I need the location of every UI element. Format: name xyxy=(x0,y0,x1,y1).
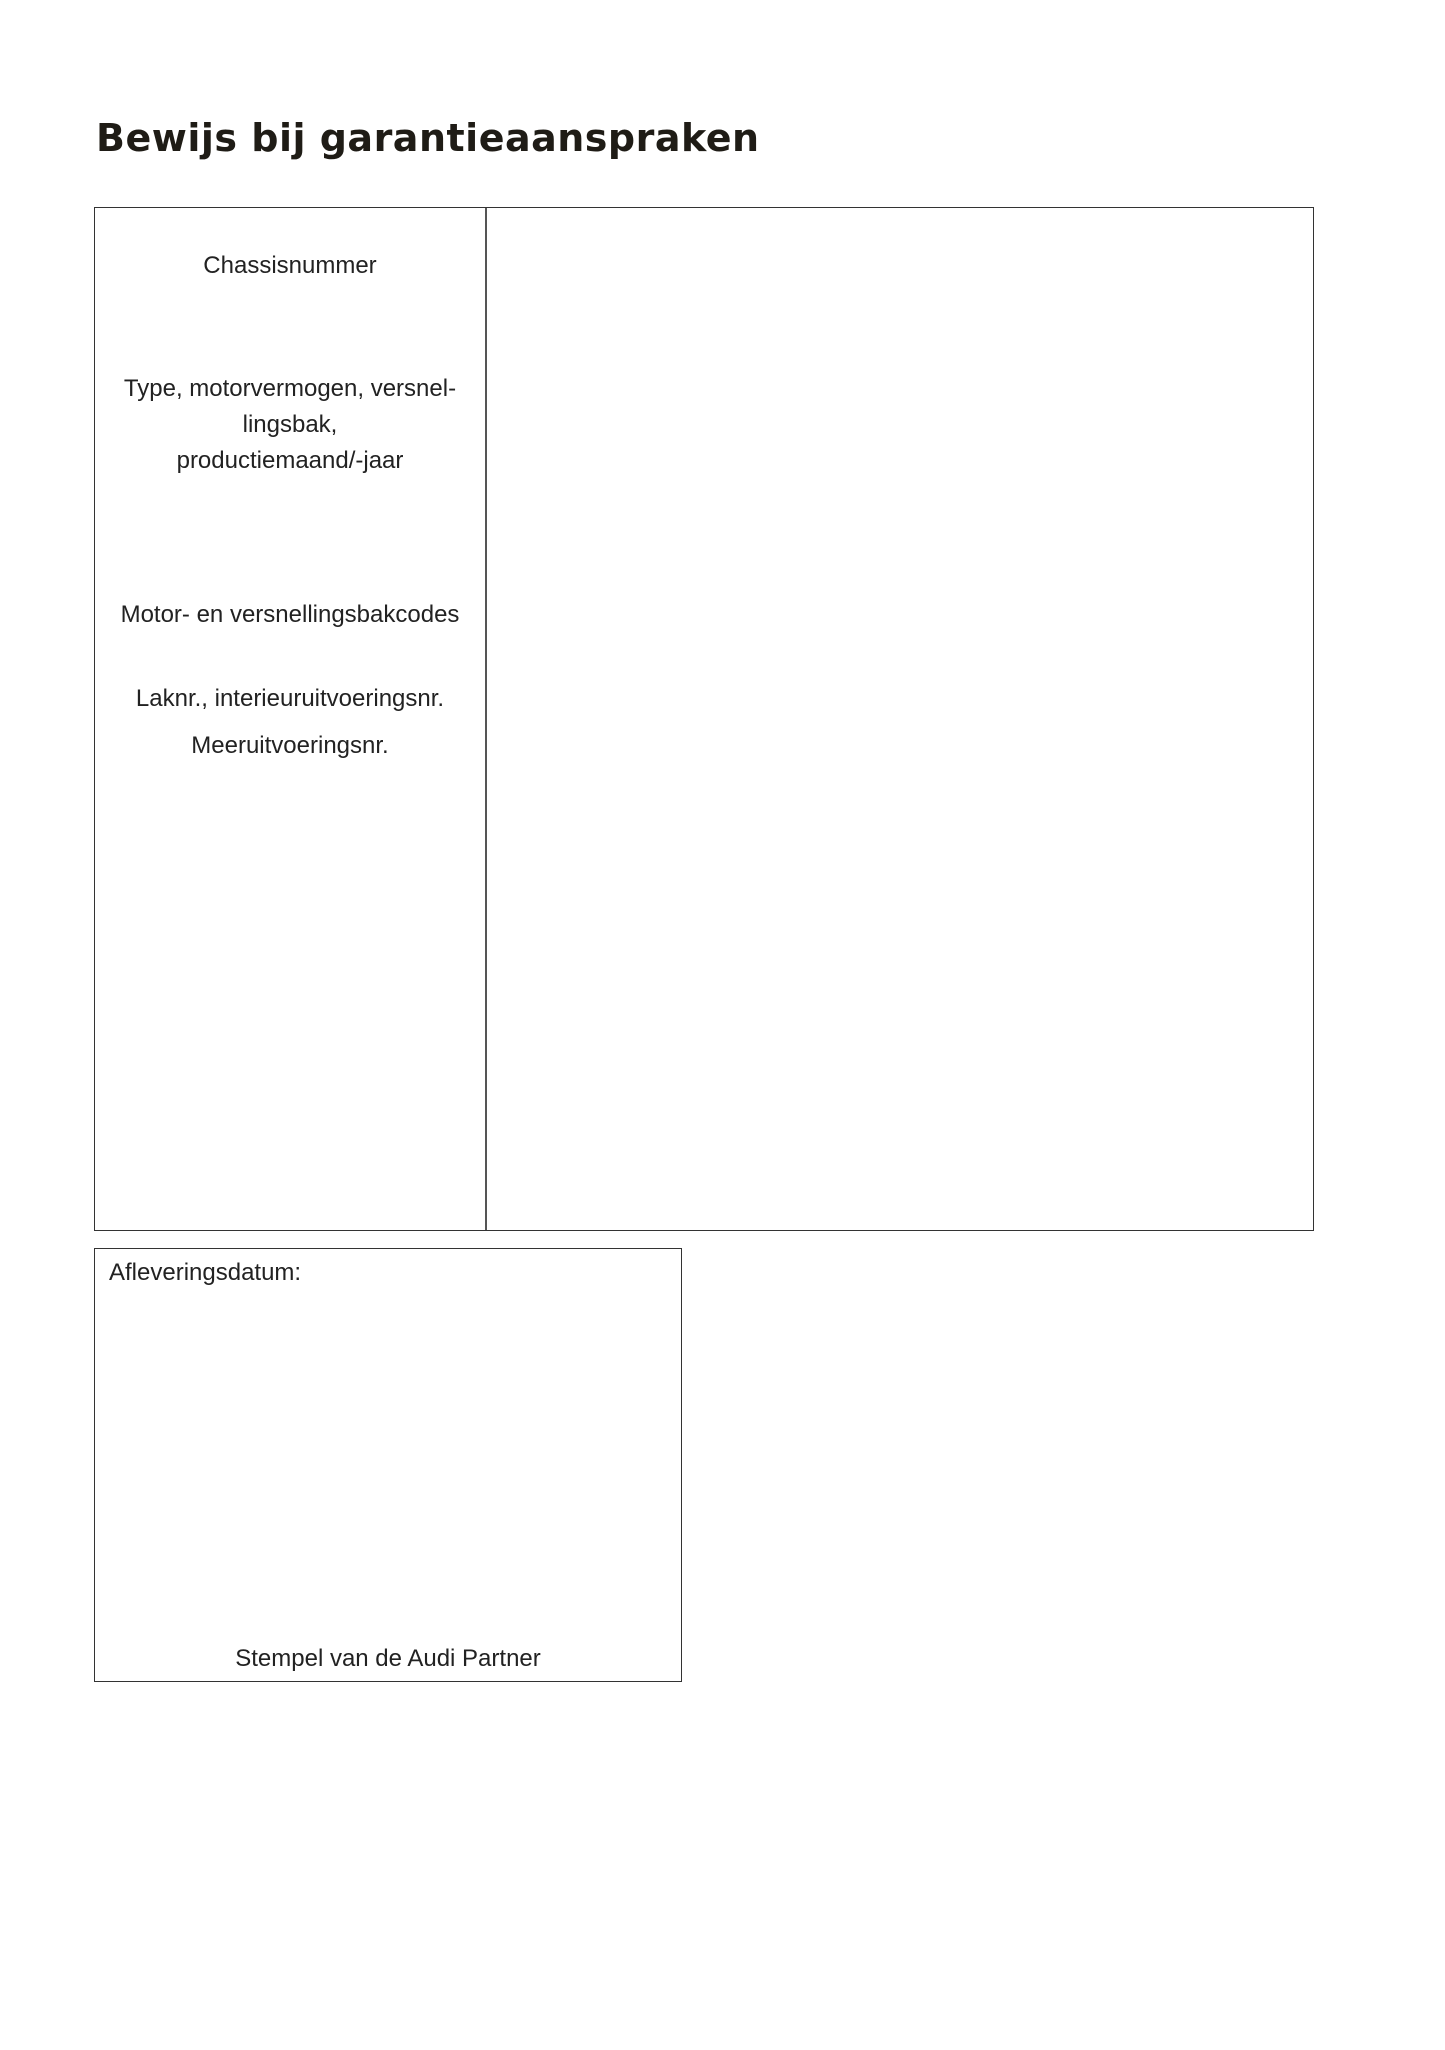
type-label-line-1: Type, motorvermogen, versnel- xyxy=(123,375,457,402)
vehicle-info-entry-area[interactable] xyxy=(487,208,1313,1230)
type-label-line-2: lingsbak, xyxy=(242,411,338,438)
dealer-stamp-label: Stempel van de Audi Partner xyxy=(235,1645,541,1672)
type-engine-gearbox-label xyxy=(95,371,485,479)
dealer-stamp-box xyxy=(94,1248,682,1682)
paint-interior-number-label: Laknr., interieuruitvoeringsnr. xyxy=(135,685,445,712)
page-title: Bewijs bij garantieaanspraken xyxy=(96,116,760,160)
engine-gearbox-codes-label: Motor- en versnellingsbakcodes xyxy=(120,601,460,628)
chassis-number-label: Chassisnummer xyxy=(203,252,377,279)
delivery-date-label: Afleveringsdatum: xyxy=(109,1259,302,1286)
type-label-line-3: productiemaand/-jaar xyxy=(176,447,404,474)
extra-equipment-number-label: Meeruitvoeringsnr. xyxy=(191,732,389,759)
vehicle-info-table xyxy=(94,207,1314,1231)
